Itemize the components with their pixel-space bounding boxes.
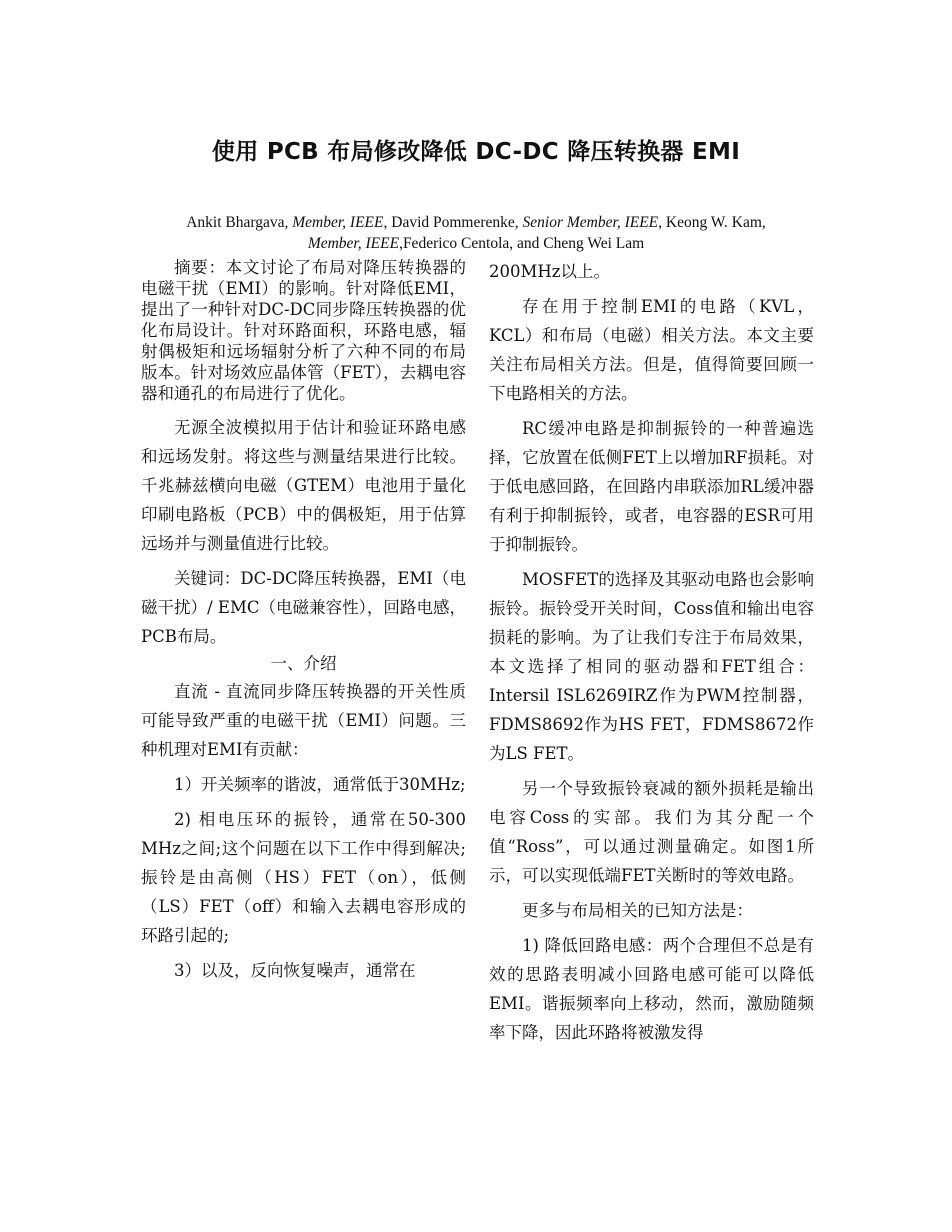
author-affiliation: Member, IEEE	[307, 235, 400, 252]
body-paragraph: MOSFET的选择及其驱动电路也会影响振铃。振铃受开关时间，Coss值和输出电容损耗的影响。为了让我们专注于布局效果，本文选择了相同的驱动器和FET组合：Intersil ISL6269IRZ作为PWM控制器，FDMS8692作为HS FET，FDMS8672作为LS FET。	[489, 570, 814, 763]
body-paragraph: 另一个导致振铃衰减的额外损耗是输出电容Coss的实部。我们为其分配一个值“Ross”，可以通过测量确定。如图1所示，可以实现低端FET关断时的等效电路。	[489, 779, 814, 885]
body-paragraph-continued: 200MHz以上。	[489, 262, 610, 281]
author-separator: ,	[761, 214, 766, 231]
body-paragraph: RC缓冲电路是抑制振铃的一种普遍选择，它放置在低侧FET上以增加RF损耗。对于低电感回路，在回路内串联添加RL缓冲器有利于抑制振铃，或者，电容器的ESR可用于抑制振铃。	[489, 419, 814, 554]
author-name: , Keong W. Kam	[658, 214, 762, 231]
list-item: 1）开关频率的谐波，通常低于30MHz;	[174, 775, 466, 794]
body-paragraph: 更多与布局相关的已知方法是：	[522, 901, 753, 920]
author-affiliation: , Member, IEEE	[284, 214, 384, 231]
author-list	[60, 212, 892, 254]
list-item: 1) 降低回路电感：两个合理但不总是有效的思路表明减小回路电感可能可以降低EMI。谐振频率向上移动，然而，激励随频率下降，因此环路将被激发得	[489, 936, 814, 1042]
list-item: 3）以及，反向恢复噪声，通常在	[174, 961, 416, 980]
section-heading: 一、介绍	[270, 654, 337, 673]
list-item: 2) 相电压环的振铃，通常在50-300 MHz之间;这个问题在以下工作中得到解决;振铃是由高侧（HS）FET（on），低侧（LS）FET（off）和输入去耦电容形成的环路引起的;	[141, 810, 466, 945]
body-paragraph: 无源全波模拟用于估计和验证环路电感和远场发射。将这些与测量结果进行比较。千兆赫兹横向电磁（GTEM）电池用于量化印刷电路板（PCB）中的偶极矩，用于估算远场并与测量值进行比较。	[141, 418, 466, 553]
author-line-2	[60, 233, 892, 254]
author-name: , David Pommerenke	[383, 214, 515, 231]
keywords: 关键词：DC-DC降压转换器，EMI（电磁干扰）/ EMC（电磁兼容性），回路电感，PCB布局。	[141, 569, 466, 646]
body-paragraph: 存在用于控制EMI的电路（KVL，KCL）和布局（电磁）相关方法。本文主要关注布局相关方法。但是，值得简要回顾一下电路相关的方法。	[489, 297, 814, 403]
body-paragraph: 直流 - 直流同步降压转换器的开关性质可能导致严重的电磁干扰（EMI）问题。三种机理对EMI有贡献：	[141, 682, 466, 759]
author-affiliation: , Senior Member, IEEE	[514, 214, 659, 231]
abstract: 摘要：本文讨论了布局对降压转换器的电磁干扰（EMI）的影响。针对降低EMI，提出了一种针对DC-DC同步降压转换器的优化布局设计。针对环路面积，环路电感，辐射偶极矩和远场辐射分析了六种不同的布局版本。针对场效应晶体管（FET），去耦电容器和通孔的布局进行了优化。	[141, 258, 466, 403]
author-name: ,Federico Centola, and Cheng Wei Lam	[399, 235, 645, 252]
left-column	[141, 257, 466, 991]
author-name: Ankit Bhargava	[186, 214, 285, 231]
paper-title: 使用 PCB 布局修改降低 DC-DC 降压转换器 EMI	[211, 139, 741, 165]
right-column	[489, 257, 814, 1053]
author-line-1	[60, 212, 892, 233]
